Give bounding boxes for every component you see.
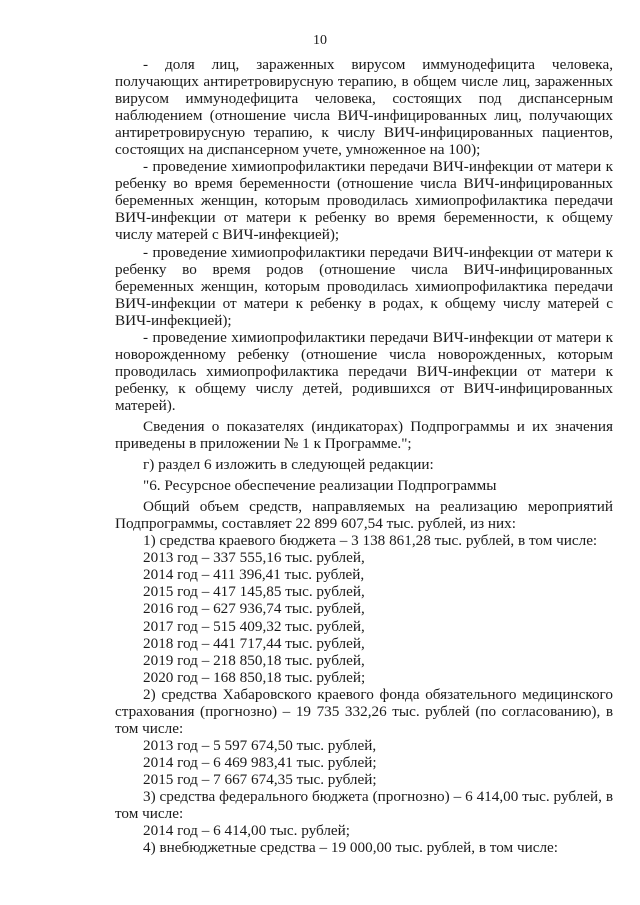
funding-source-extrabudgetary: 4) внебюджетные средства – 19 000,00 тыс. рублей, в том числе: (143, 839, 558, 857)
total-funding-paragraph: Общий объем средств, направляемых на реализацию мероприятий Подпрограммы, составляет 22 899 607,54 тыс. рублей, из них: (115, 498, 613, 533)
document-body (115, 56, 613, 856)
funding-year-line: 2014 год – 6 414,00 тыс. рублей; (143, 822, 351, 840)
funding-year-line: 2019 год – 218 850,18 тыс. рублей, (143, 651, 365, 669)
funding-year-line: 2013 год – 5 597 674,50 тыс. рублей, (143, 736, 377, 754)
funding-year-line: 2018 год – 441 717,44 тыс. рублей, (143, 634, 365, 652)
funding-year-line: 2015 год – 7 667 674,35 тыс. рублей; (143, 770, 377, 788)
funding-year-line: 2013 год – 337 555,16 тыс. рублей, (143, 549, 365, 567)
funding-year-line: 2014 год – 6 469 983,41 тыс. рублей; (143, 753, 377, 771)
funding-source-oms-fund: 2) средства Хабаровского краевого фонда обязательного медицинского страхования (прогнозно) – 19 735 332,26 тыс. рублей (по согласованию), в том числе: (115, 685, 613, 737)
funding-year-line: 2020 год – 168 850,18 тыс. рублей; (143, 668, 366, 686)
amendment-item-g: г) раздел 6 изложить в следующей редакции: (143, 456, 434, 474)
section-heading: "6. Ресурсное обеспечение реализации Подпрограммы (143, 477, 497, 495)
page-number: 10 (313, 33, 327, 48)
funding-source-regional-budget: 1) средства краевого бюджета – 3 138 861,28 тыс. рублей, в том числе: (143, 532, 598, 550)
funding-year-line: 2015 год – 417 145,85 тыс. рублей, (143, 583, 365, 601)
funding-source-federal-budget: 3) средства федерального бюджета (прогнозно) – 6 414,00 тыс. рублей, в том числе: (115, 787, 613, 823)
indicators-reference-paragraph: Сведения о показателях (индикаторах) Подпрограммы и их значения приведены в приложении № 1 к Программе."; (115, 417, 613, 453)
funding-year-line: 2017 год – 515 409,32 тыс. рублей, (143, 617, 365, 635)
list-item-prophylaxis-birth: - проведение химиопрофилактики передачи ВИЧ-инфекции от матери к ребенку во время родов (отношение числа ВИЧ-инфицированных беременных женщин, которым проводилась химиопрофилактика передачи ВИЧ-инфекции от матери к ребенку в родах, к общему числу матерей с ВИЧ-инфекцией); (115, 243, 613, 329)
list-item-hiv-art-share: - доля лиц, зараженных вирусом иммунодефицита человека, получающих антиретровирусную терапию, в общем числе лиц, зараженных вирусом иммунодефицита человека, состоящих под диспансерным наблюдением (отношение числа ВИЧ-инфицированных лиц, получающих антиретровирусную терапию, к числу ВИЧ-инфицированных пациентов, состоящих на диспансерном учете, умноженное на 100); (115, 56, 613, 159)
list-item-prophylaxis-pregnancy: - проведение химиопрофилактики передачи ВИЧ-инфекции от матери к ребенку во время беременности (отношение числа ВИЧ-инфицированных беременных женщин, которым проводилась химиопрофилактика передачи ВИЧ-инфекции от матери к ребенку во время беременности, к общему числу матерей с ВИЧ-инфекцией); (115, 158, 613, 244)
funding-year-line: 2016 год – 627 936,74 тыс. рублей, (143, 600, 365, 618)
funding-year-line: 2014 год – 411 396,41 тыс. рублей, (143, 566, 365, 584)
list-item-prophylaxis-newborn: - проведение химиопрофилактики передачи ВИЧ-инфекции от матери к новорожденному ребенку (отношение числа новорожденных, которым проводилась химиопрофилактика передачи ВИЧ-инфекции от матери к ребенку, к общему числу детей, родившихся от ВИЧ-инфицированных матерей). (115, 328, 613, 414)
